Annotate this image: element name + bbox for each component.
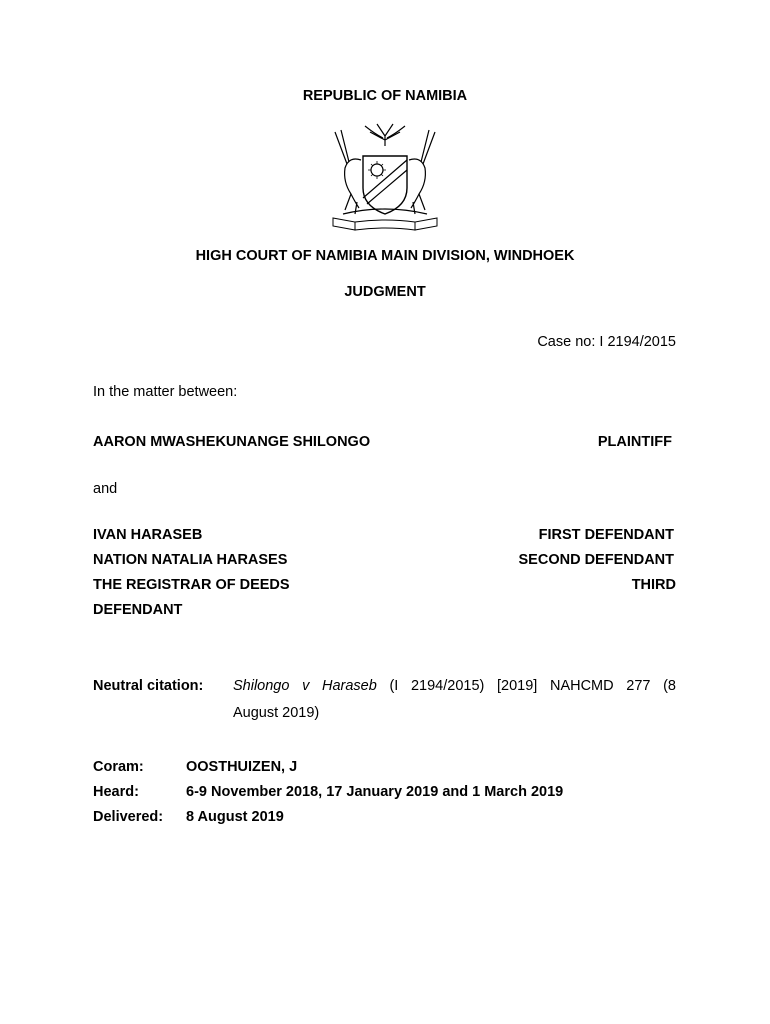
defendant-role: FIRST DEFENDANT (538, 527, 674, 543)
republic-heading: REPUBLIC OF NAMIBIA (302, 88, 468, 104)
delivered-label: Delivered: (93, 809, 164, 825)
plaintiff-role: PLAINTIFF (597, 434, 672, 450)
plaintiff-name: AARON MWASHEKUNANGE SHILONGO (93, 434, 371, 450)
coram-value: OOSTHUIZEN, J (186, 759, 298, 775)
defendant-name: THE REGISTRAR OF DEEDS (93, 577, 290, 593)
judgment-heading: JUDGMENT (344, 284, 426, 300)
delivered-value: 8 August 2019 (186, 809, 284, 825)
heard-label: Heard: (93, 784, 139, 800)
defendant-name: NATION NATALIA HARASES (93, 552, 288, 568)
case-number: Case no: I 2194/2015 (537, 334, 676, 350)
citation-line-1 (233, 678, 676, 694)
heard-value: 6-9 November 2018, 17 January 2019 and 1 March 2019 (186, 784, 564, 800)
citation-label: Neutral citation: (93, 678, 204, 694)
defendant-role-overflow: DEFENDANT (93, 602, 183, 618)
defendant-role: THIRD (631, 577, 676, 593)
coat-of-arms-emblem (325, 118, 445, 234)
matter-intro: In the matter between: (93, 384, 238, 400)
citation-case-name: Shilongo v Haraseb (233, 678, 377, 694)
citation-text: (I 2194/2015) [2019] NAHCMD 277 (8 (389, 678, 676, 694)
court-heading: HIGH COURT OF NAMIBIA MAIN DIVISION, WINDHOEK (195, 248, 575, 264)
conjunction-and: and (93, 481, 118, 497)
defendant-role: SECOND DEFENDANT (518, 552, 674, 568)
coram-label: Coram: (93, 759, 144, 775)
citation-line-2: August 2019) (233, 705, 320, 721)
defendant-name: IVAN HARASEB (93, 527, 203, 543)
